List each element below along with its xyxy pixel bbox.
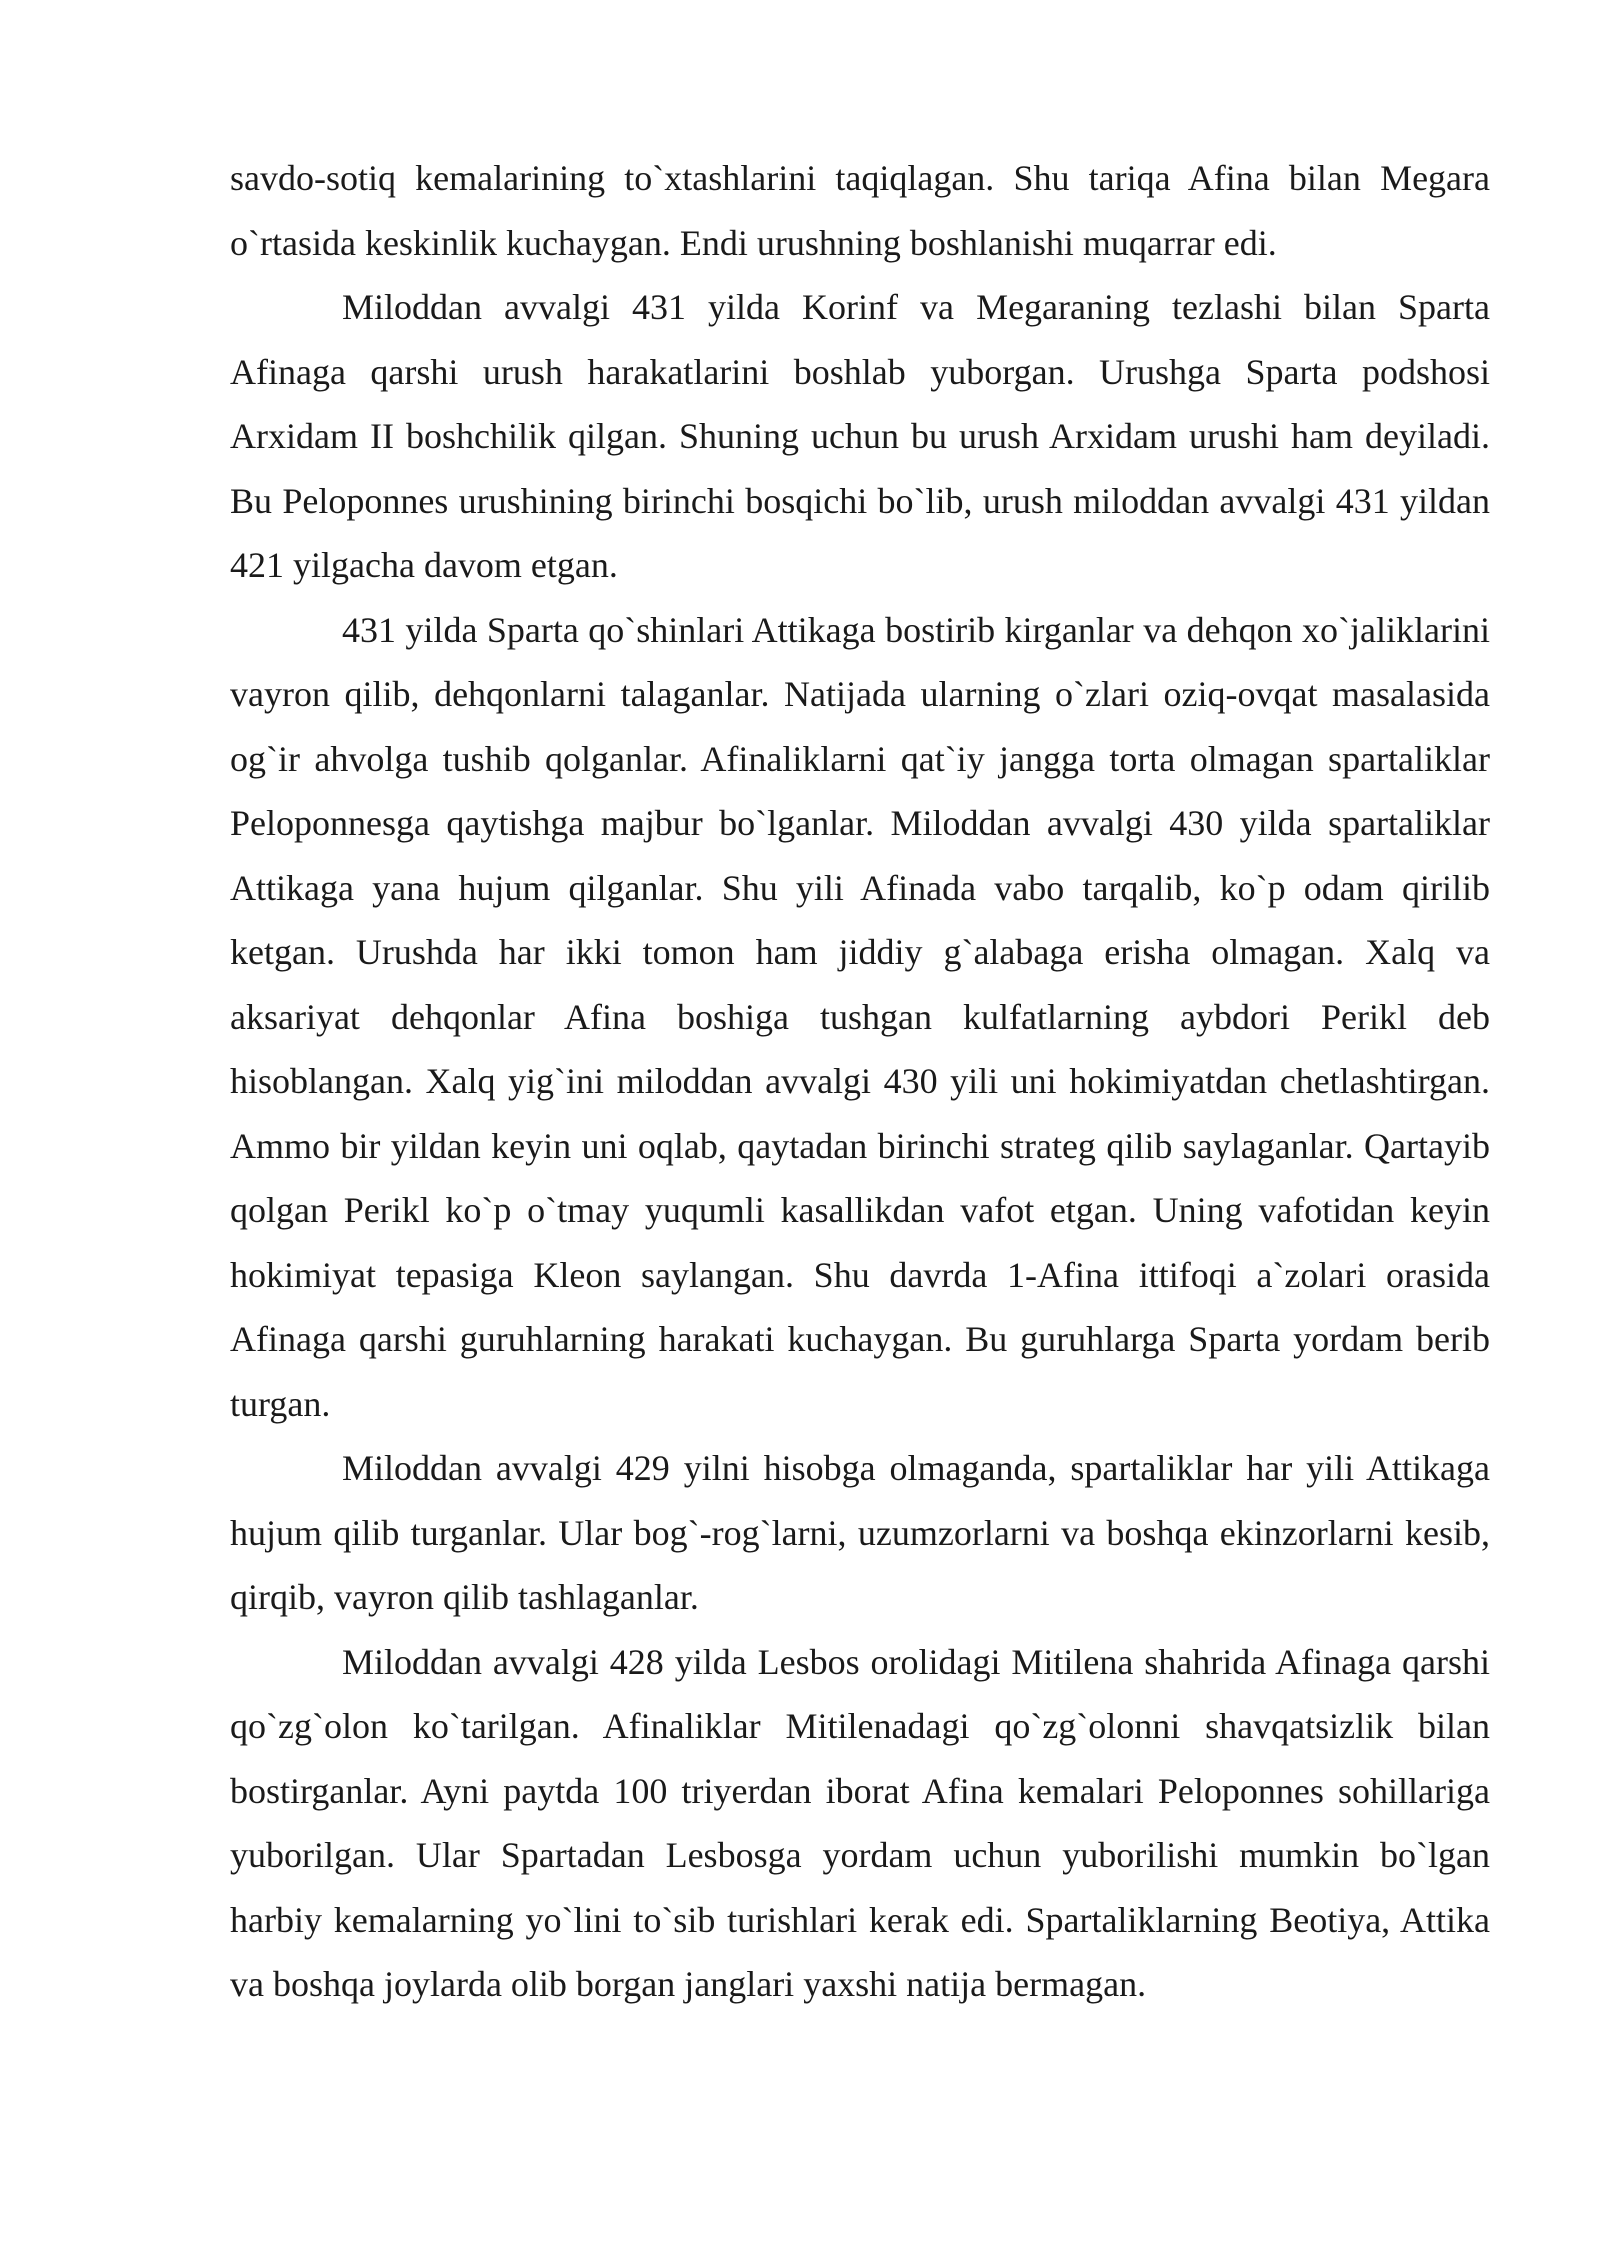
paragraph-3: 431 yilda Sparta qo`shinlari Attikaga bostirib kirganlar va dehqon xo`jaliklarini vayron qilib, dehqonlarni talaganlar. Natijada ularning o`zlari oziq-ovqat masalasida og`ir ahvolga tushib qolganlar. Afinaliklarni qat`iy jangga torta olmagan spartaliklar Peloponnesga qaytishga majbur bo`lganlar. Miloddan avvalgi 430 yilda spartaliklar Attikaga yana hujum qilganlar. Shu yili Afinada vabo tarqalib, ko`p odam qirilib ketgan. Urushda har ikki tomon ham jiddiy g`alabaga erisha olmagan. Xalq va aksariyat dehqonlar Afina boshiga tushgan kulfatlarning aybdori Perikl deb hisoblangan. Xalq yig`ini miloddan avvalgi 430 yili uni hokimiyatdan chetlashtirgan. Ammo bir yildan keyin uni oqlab, qaytadan birinchi strateg qilib saylaganlar. Qartayib qolgan Perikl ko`p o`tmay yuqumli kasallikdan vafot etgan. Uning vafotidan keyin hokimiyat tepasiga Kleon saylangan. Shu davrda 1-Afina ittifoqi a`zolari orasida Afinaga qarshi guruhlarning harakati kuchaygan. Bu guruhlarga Sparta yordam berib turgan. — [230, 609, 1490, 1424]
paragraph-2: Miloddan avvalgi 431 yilda Korinf va Megaraning tezlashi bilan Sparta Afinaga qarshi urush harakatlarini boshlab yuborgan. Urushga Sparta podshosi Arxidam II boshchilik qilgan. Shuning uchun bu urush Arxidam urushi ham deyiladi. Bu Peloponnes urushining birinchi bosqichi bo`lib, urush miloddan avvalgi 431 yildan 421 yilgacha davom etgan. — [230, 287, 1490, 585]
paragraph-5: Miloddan avvalgi 428 yilda Lesbos orolidagi Mitilena shahrida Afinaga qarshi qo`zg`olon ko`tarilgan. Afinaliklar Mitilenadagi qo`zg`olonni shavqatsizlik bilan bostirganlar. Ayni paytda 100 triyerdan iborat Afina kemalari Peloponnes sohillariga yuborilgan. Ular Spartadan Lesbosga yordam uchun yuborilishi mumkin bo`lgan harbiy kemalarning yo`lini to`sib turishlari kerak edi. Spartaliklarning Beotiya, Attika va boshqa joylarda olib borgan janglari yaxshi natija bermagan. — [230, 1641, 1490, 2004]
document-page — [230, 146, 1490, 2017]
paragraph-1: savdo-sotiq kemalarining to`xtashlarini taqiqlagan. Shu tariqa Afina bilan Megara o`rtasida keskinlik kuchaygan. Endi urushning boshlanishi muqarrar edi. — [230, 158, 1490, 263]
paragraph-4: Miloddan avvalgi 429 yilni hisobga olmaganda, spartaliklar har yili Attikaga hujum qilib turganlar. Ular bog`-rog`larni, uzumzorlarni va boshqa ekinzorlarni kesib, qirqib, vayron qilib tashlaganlar. — [230, 1448, 1490, 1617]
